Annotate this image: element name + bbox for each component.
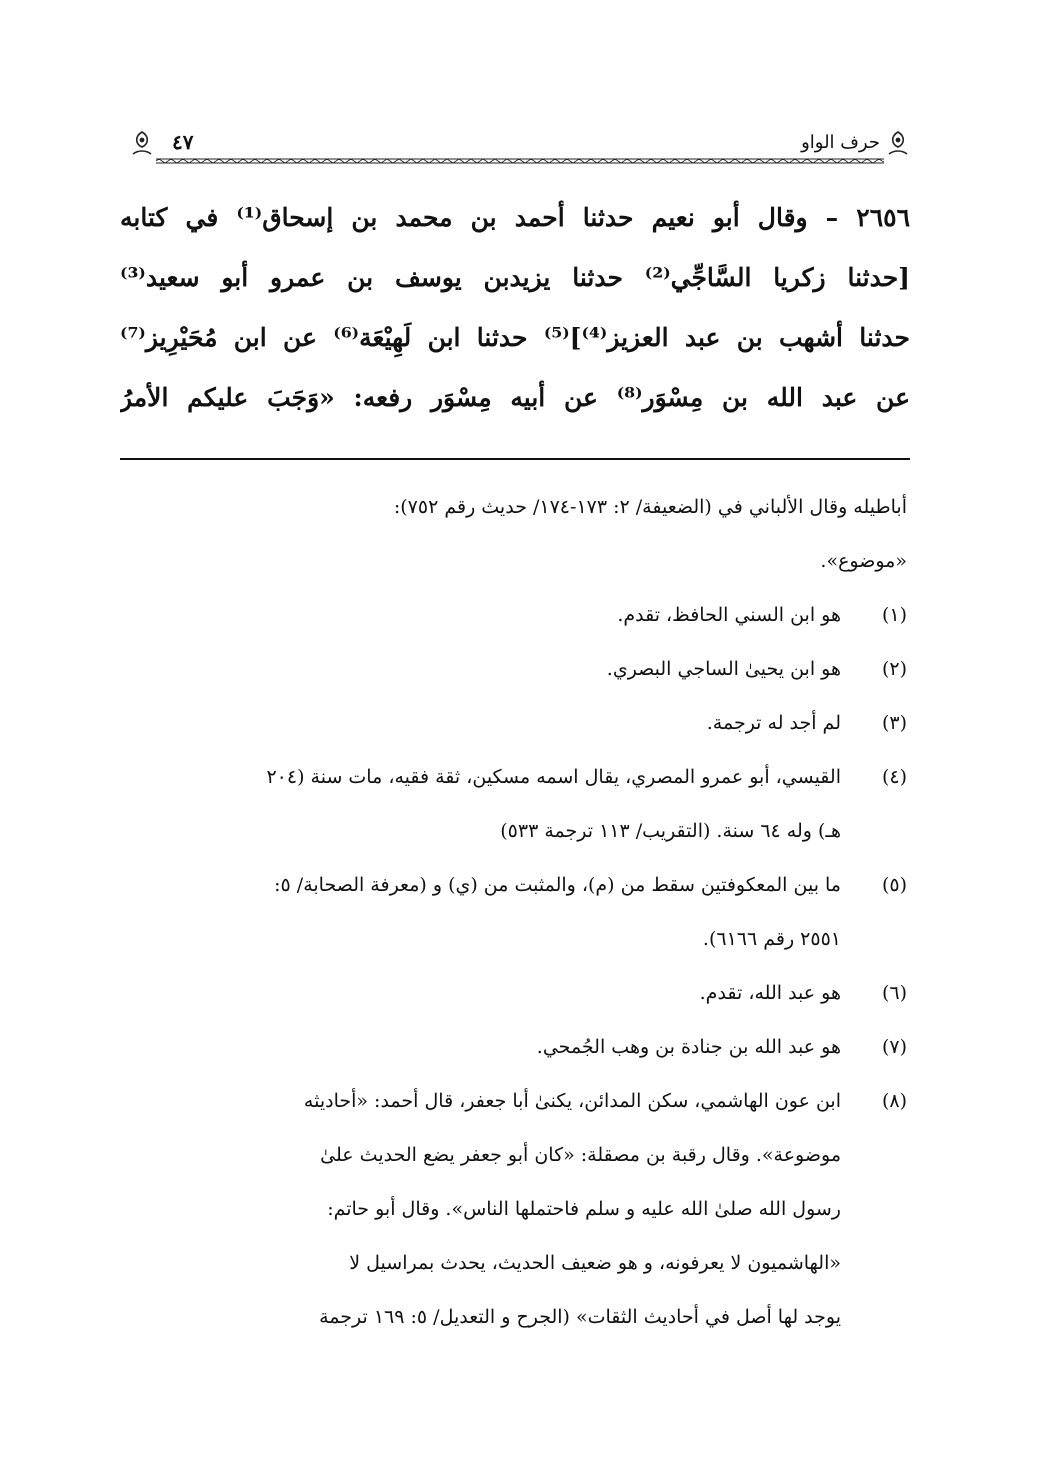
footnote-line: «الهاشميون لا يعرفونه، و هو ضعيف الحديث، يحدث بمراسيل لا bbox=[349, 1252, 841, 1274]
main-text-line: حدثنا أشهب بن عبد العزيز⁽⁴⁾]⁽⁵⁾ حدثنا ابن لَهِيْعَة⁽⁶⁾ عن ابن مُحَيْرِيز⁽⁷⁾ bbox=[120, 323, 910, 352]
footnote-number: (٥) bbox=[881, 874, 907, 896]
footnote-item bbox=[135, 858, 907, 966]
footnote-line: هو ابن يحيىٰ الساجي البصري. bbox=[606, 658, 841, 680]
footnotes bbox=[135, 480, 907, 1344]
footnote-separator bbox=[120, 458, 910, 460]
footnote-number: (٦) bbox=[881, 982, 907, 1004]
footnote-line: ما بين المعكوفتين سقط من (م)، والمثبت من (ي) و (معرفة الصحابة/ ٥: bbox=[274, 874, 841, 896]
footnote-line: موضوعة». وقال رقبة بن مصقلة: «كان أبو جعفر يضع الحديث علىٰ bbox=[320, 1144, 841, 1166]
footnote-item bbox=[135, 696, 907, 750]
footnote-number: (١) bbox=[881, 604, 907, 626]
footnote-line: القيسي، أبو عمرو المصري، يقال اسمه مسكين، ثقة فقيه، مات سنة (٢٠٤ bbox=[266, 766, 841, 788]
running-header bbox=[130, 128, 910, 168]
footnote-line: يوجد لها أصل في أحاديث الثقات» (الجرح و التعديل/ ٥: ١٦٩ ترجمة bbox=[319, 1306, 841, 1328]
header-rule bbox=[156, 158, 884, 164]
footnote-line: هو عبد الله، تقدم. bbox=[699, 982, 841, 1004]
footnote-item bbox=[135, 588, 907, 642]
footnote-line: ابن عون الهاشمي، سكن المدائن، يكنىٰ أبا جعفر، قال أحمد: «أحاديثه bbox=[303, 1090, 841, 1112]
footnote-continuation bbox=[135, 480, 907, 588]
footnote-line: أباطيله وقال الألباني في (الضعيفة/ ٢: ١٧٣-١٧٤/ حديث رقم ٧٥٢): bbox=[393, 496, 907, 518]
footnote-line: ٢٥٥١ رقم ٦١٦٦). bbox=[702, 928, 841, 950]
footnote-number: (٢) bbox=[881, 658, 907, 680]
footnote-item bbox=[135, 1074, 907, 1344]
footnote-item bbox=[135, 642, 907, 696]
footnote-line: «موضوع». bbox=[820, 550, 907, 572]
footnote-number: (٣) bbox=[881, 712, 907, 734]
footnote-line: لم أجد له ترجمة. bbox=[706, 712, 841, 734]
main-text bbox=[120, 188, 910, 428]
main-text-line: عن عبد الله بن مِسْوَر⁽⁸⁾ عن أبيه مِسْوَر رفعه: «وَجَبَ عليكم الأمرُ bbox=[120, 383, 910, 412]
header-title: حرف الواو bbox=[801, 132, 880, 153]
footnote-number: (٨) bbox=[881, 1090, 907, 1112]
footnote-line: هو عبد الله بن جنادة بن وهب الجُمحي. bbox=[536, 1036, 841, 1058]
footnote-number: (٧) bbox=[881, 1036, 907, 1058]
main-text-line: ٢٦٥٦ – وقال أبو نعيم حدثنا أحمد بن محمد بن إسحاق⁽¹⁾ في كتابه bbox=[120, 203, 910, 232]
ornament-icon bbox=[886, 130, 910, 158]
footnote-item bbox=[135, 750, 907, 858]
footnote-line: هـ) وله ٦٤ سنة. (التقريب/ ١١٣ ترجمة ٥٣٣) bbox=[500, 820, 841, 842]
footnote-line: رسول الله صلىٰ الله عليه و سلم فاحتملها الناس». وقال أبو حاتم: bbox=[327, 1198, 841, 1220]
ornament-icon bbox=[130, 130, 154, 158]
footnote-number: (٤) bbox=[881, 766, 907, 788]
footnote-line: هو ابن السني الحافظ، تقدم. bbox=[617, 604, 841, 626]
footnote-item bbox=[135, 1020, 907, 1074]
page-number: ٤٧ bbox=[172, 130, 194, 154]
main-text-line: [حدثنا زكريا السَّاجِّي⁽²⁾ حدثنا يزيدبن يوسف بن عمرو أبو سعيد⁽³⁾ bbox=[120, 263, 910, 292]
footnote-item bbox=[135, 966, 907, 1020]
